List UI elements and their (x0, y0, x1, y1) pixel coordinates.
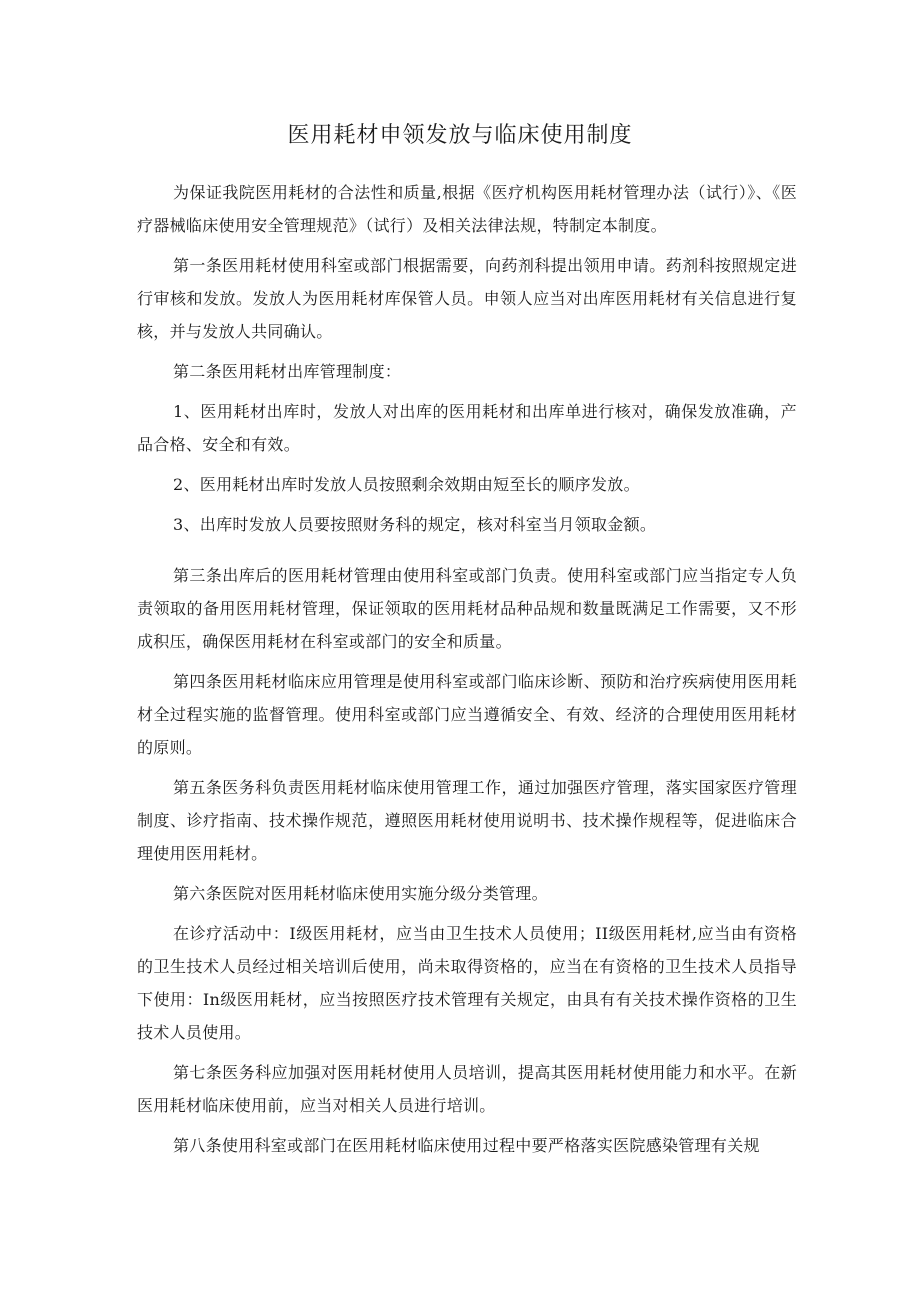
document-title: 医用耗材申领发放与临床使用制度 (287, 123, 633, 148)
paragraph-article-5: 第五条医务科负责医用耗材临床使用管理工作，通过加强医疗管理，落实国家医疗管理制度、诊疗指南、技术操作规范，遵照医用耗材使用说明书、技术操作规程等，促进临床合理使用医用耗材。 (137, 778, 797, 863)
paragraph-article-2-item-2: 2、医用耗材出库时发放人员按照剩余效期由短至长的顺序发放。 (173, 475, 640, 494)
paragraph-article-3: 第三条出库后的医用耗材管理由使用科室或部门负责。使用科室或部门应当指定专人负责领取的备用医用耗材管理，保证领取的医用耗材品种品规和数量既满足工作需要，又不形成积压，确保医用耗材在科室或部门的安全和质量。 (137, 566, 797, 651)
paragraph-article-2-item-1: 1、医用耗材出库时，发放人对出库的医用耗材和出库单进行核对，确保发放准确，产品合格、安全和有效。 (137, 402, 797, 454)
paragraph-article-2: 第二条医用耗材出库管理制度： (173, 362, 402, 381)
paragraph-intro: 为保证我院医用耗材的合法性和质量,根据《医疗机构医用耗材管理办法（试行）》、《医疗器械临床使用安全管理规范》（试行）及相关法律法规，特制定本制度。 (137, 183, 797, 235)
document-body (137, 176, 797, 1162)
paragraph-article-7: 第七条医务科应加强对医用耗材使用人员培训，提高其医用耗材使用能力和水平。在新医用耗材临床使用前，应当对相关人员进行培训。 (137, 1063, 797, 1115)
paragraph-article-2-item-3: 3、出库时发放人员要按照财务科的规定，核对科室当月领取金额。 (173, 515, 657, 534)
paragraph-article-8: 第八条使用科室或部门在医用耗材临床使用过程中要严格落实医院感染管理有关规 (173, 1136, 760, 1155)
paragraph-article-6: 第六条医院对医用耗材临床使用实施分级分类管理。 (173, 884, 548, 903)
paragraph-article-1: 第一条医用耗材使用科室或部门根据需要，向药剂科提出领用申请。药剂科按照规定进行审核和发放。发放人为医用耗材库保管人员。申领人应当对出库医用耗材有关信息进行复核，并与发放人共同确认。 (137, 256, 797, 341)
paragraph-article-6-detail: 在诊疗活动中：I级医用耗材，应当由卫生技术人员使用；II级医用耗材,应当由有资格的卫生技术人员经过相关培训后使用，尚未取得资格的，应当在有资格的卫生技术人员指导下使用：In级医用耗材，应当按照医疗技术管理有关规定，由具有有关技术操作资格的卫生技术人员使用。 (137, 924, 797, 1042)
paragraph-article-4: 第四条医用耗材临床应用管理是使用科室或部门临床诊断、预防和治疗疾病使用医用耗材全过程实施的监督管理。使用科室或部门应当遵循安全、有效、经济的合理使用医用耗材的原则。 (137, 672, 797, 757)
